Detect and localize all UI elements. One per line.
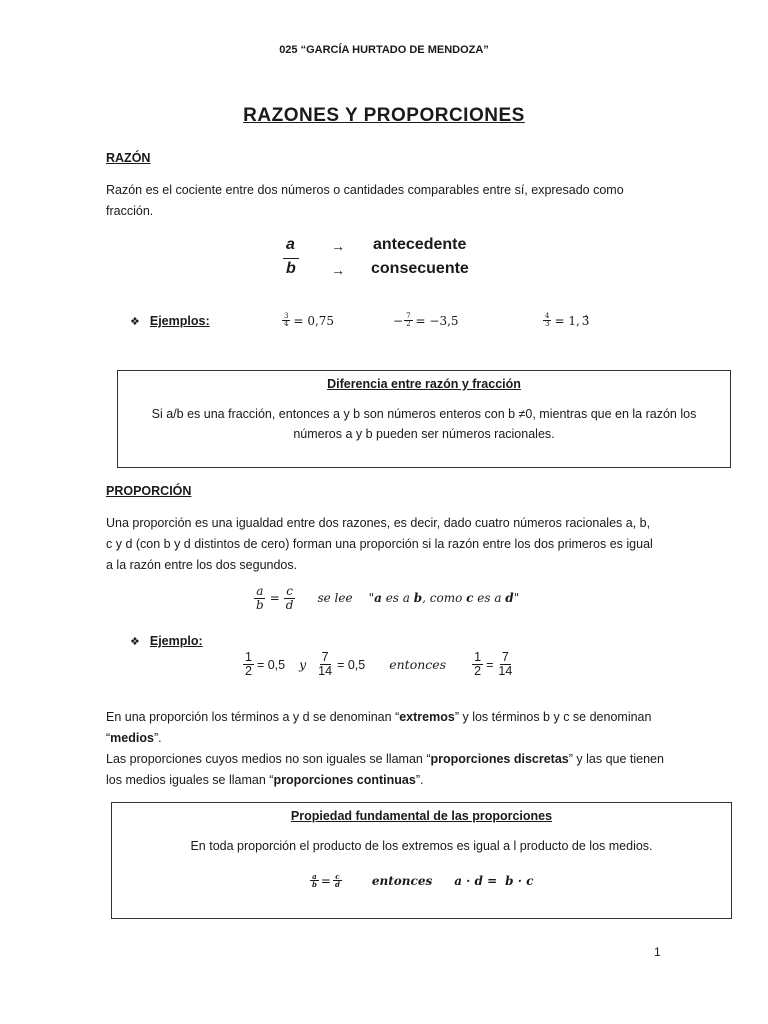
entonces-text: entonces bbox=[371, 873, 433, 888]
reading-a: a bbox=[374, 591, 382, 606]
denominator: 4 bbox=[284, 320, 289, 329]
example-1 bbox=[282, 313, 334, 329]
y-text: y bbox=[299, 657, 307, 673]
arrow-right-icon: → bbox=[331, 238, 345, 254]
section-heading-proporcion: PROPORCIÓN bbox=[106, 484, 192, 498]
discretas-term: proporciones discretas bbox=[430, 752, 569, 766]
text-span: ”. bbox=[415, 773, 424, 787]
entonces-text: entonces bbox=[389, 657, 447, 673]
fraction bbox=[282, 313, 290, 329]
proporcion-paragraph-line: a la razón entre los dos segundos. bbox=[106, 558, 298, 572]
fraction bbox=[496, 651, 514, 678]
text-span: ” bbox=[454, 710, 459, 724]
text-span: y las que tienen bbox=[572, 752, 664, 766]
numerator: 1 bbox=[245, 650, 252, 664]
numerator: 1 bbox=[474, 650, 482, 664]
example-value: = −3,5 bbox=[415, 313, 459, 328]
example-value: = 1, bbox=[554, 313, 580, 328]
fraction bbox=[404, 313, 412, 329]
denominator: 2 bbox=[474, 664, 482, 679]
medios-term: medios bbox=[110, 731, 154, 745]
text-span: “ bbox=[106, 731, 111, 745]
proportion-example bbox=[243, 651, 514, 678]
product-means: b · c bbox=[505, 873, 534, 888]
denominator: 14 bbox=[318, 664, 333, 679]
example-value: = 0,75 bbox=[293, 313, 335, 328]
se-lee-text: se lee bbox=[317, 591, 353, 606]
fraction bbox=[243, 651, 254, 678]
fundamental-property-box bbox=[111, 802, 732, 919]
reading-d: d bbox=[505, 591, 514, 606]
box-text-line: números a y b pueden ser números racionales. bbox=[293, 427, 555, 441]
denominator: 2 bbox=[245, 664, 252, 679]
quote-open: " bbox=[368, 591, 375, 606]
proporcion-paragraph bbox=[106, 513, 666, 576]
fraction bbox=[543, 313, 551, 329]
quote-close: " bbox=[513, 591, 520, 606]
numerator: a bbox=[256, 584, 264, 598]
terms-paragraph bbox=[106, 707, 686, 791]
terms-line bbox=[106, 770, 686, 791]
minus-sign: − bbox=[393, 313, 404, 328]
example-3 bbox=[543, 313, 589, 329]
reading-c: c bbox=[466, 591, 474, 606]
example-2 bbox=[393, 313, 459, 329]
denominator: 14 bbox=[498, 664, 513, 679]
box-text-line: Si a/b es una fracción, entonces a y b son números enteros con b ≠0, mientras que en la razón los bbox=[151, 407, 697, 421]
numerator: 7 bbox=[501, 650, 509, 664]
denominator: d bbox=[285, 597, 294, 612]
reading bbox=[369, 591, 520, 605]
proporcion-paragraph-line: Una proporción es una igualdad entre dos razones, es decir, dado cuatro números racionales a, b, bbox=[106, 516, 651, 530]
terms-line bbox=[106, 749, 686, 770]
fraction bbox=[310, 873, 319, 889]
numerator: c bbox=[335, 872, 340, 881]
examples-row bbox=[130, 314, 210, 328]
section-heading-razon: RAZÓN bbox=[106, 151, 151, 165]
bullet-icon: ❖ bbox=[130, 315, 140, 328]
reading-b: b bbox=[413, 591, 423, 606]
numerator: c bbox=[286, 584, 293, 598]
equals-sign: = bbox=[320, 873, 331, 888]
extremos-term: extremos bbox=[399, 710, 455, 724]
arrow-right-icon: → bbox=[331, 262, 345, 278]
fraction bbox=[316, 651, 334, 678]
proportion-formula bbox=[254, 585, 519, 611]
numerator: 3 bbox=[284, 312, 289, 320]
text-span: ” bbox=[568, 752, 573, 766]
fraction-bar bbox=[283, 258, 299, 259]
fraction bbox=[472, 651, 483, 678]
denominator: b bbox=[312, 880, 317, 890]
equals-sign: = bbox=[269, 591, 280, 606]
page-title: RAZONES Y PROPORCIONES bbox=[243, 105, 525, 126]
fraction bbox=[254, 585, 266, 611]
terms-line bbox=[106, 728, 686, 749]
text-span: ”. bbox=[153, 731, 162, 745]
denominator: 2 bbox=[406, 320, 411, 329]
denominator: 3 bbox=[545, 320, 550, 329]
consecuente-label: consecuente bbox=[371, 260, 469, 277]
denominator: d bbox=[334, 880, 340, 890]
text-span: los medios iguales se llaman bbox=[106, 773, 270, 787]
product-extremes: a · d = bbox=[454, 873, 498, 888]
example-row bbox=[130, 634, 203, 648]
reading-es-a: es a bbox=[473, 591, 506, 606]
text-span: En una proporción los términos a y d se denominan bbox=[106, 710, 396, 724]
reading-como: , como bbox=[422, 591, 467, 606]
example-value: = 0,5 bbox=[256, 657, 286, 672]
continuas-term: proporciones continuas bbox=[273, 773, 416, 787]
fraction bbox=[284, 585, 296, 611]
example-value: = 0,5 bbox=[337, 657, 366, 672]
difference-box bbox=[117, 370, 731, 468]
fundamental-property-text: En toda proporción el producto de los extremos es igual a l producto de los medios. bbox=[190, 839, 653, 853]
text-span: “ bbox=[426, 752, 431, 766]
razon-paragraph-line: Razón es el cociente entre dos números o cantidades comparables entre sí, expresado como bbox=[106, 183, 624, 197]
text-span: y los términos b y c se denominan bbox=[459, 710, 652, 724]
razon-paragraph bbox=[106, 180, 666, 222]
numerator: 7 bbox=[321, 650, 329, 664]
text-span: “ bbox=[269, 773, 274, 787]
razon-paragraph-line: fracción. bbox=[106, 204, 154, 218]
fraction bbox=[333, 873, 342, 889]
difference-box-title: Diferencia entre razón y fracción bbox=[327, 377, 521, 391]
numerator: a bbox=[312, 872, 317, 881]
razon-definition-diagram bbox=[283, 236, 503, 280]
consequent-variable: b bbox=[286, 260, 296, 277]
antecedente-label: antecedente bbox=[373, 236, 467, 253]
property-formula bbox=[310, 873, 533, 889]
proporcion-paragraph-line: c y d (con b y d distintos de cero) forman una proporción si la razón entre los dos primeros es igual bbox=[106, 537, 653, 551]
repeating-digit: 3̂ bbox=[581, 313, 590, 328]
reading-es-a: es a bbox=[381, 591, 414, 606]
equals-sign: = bbox=[486, 657, 494, 672]
examples-label: Ejemplos: bbox=[149, 314, 210, 328]
bullet-icon: ❖ bbox=[130, 635, 140, 648]
numerator: 7 bbox=[406, 312, 411, 320]
example-label: Ejemplo: bbox=[149, 634, 203, 648]
text-span: Las proporciones cuyos medios no son iguales se llaman bbox=[106, 752, 427, 766]
text-span: “ bbox=[395, 710, 400, 724]
page-number: 1 bbox=[654, 945, 661, 959]
numerator: 4 bbox=[545, 312, 550, 320]
document-header: 025 “GARCÍA HURTADO DE MENDOZA” bbox=[279, 44, 489, 56]
terms-line bbox=[106, 707, 686, 728]
difference-box-text bbox=[118, 404, 730, 444]
denominator: b bbox=[256, 597, 264, 612]
antecedent-variable: a bbox=[286, 236, 295, 253]
fundamental-property-title: Propiedad fundamental de las proporciones bbox=[290, 809, 553, 823]
